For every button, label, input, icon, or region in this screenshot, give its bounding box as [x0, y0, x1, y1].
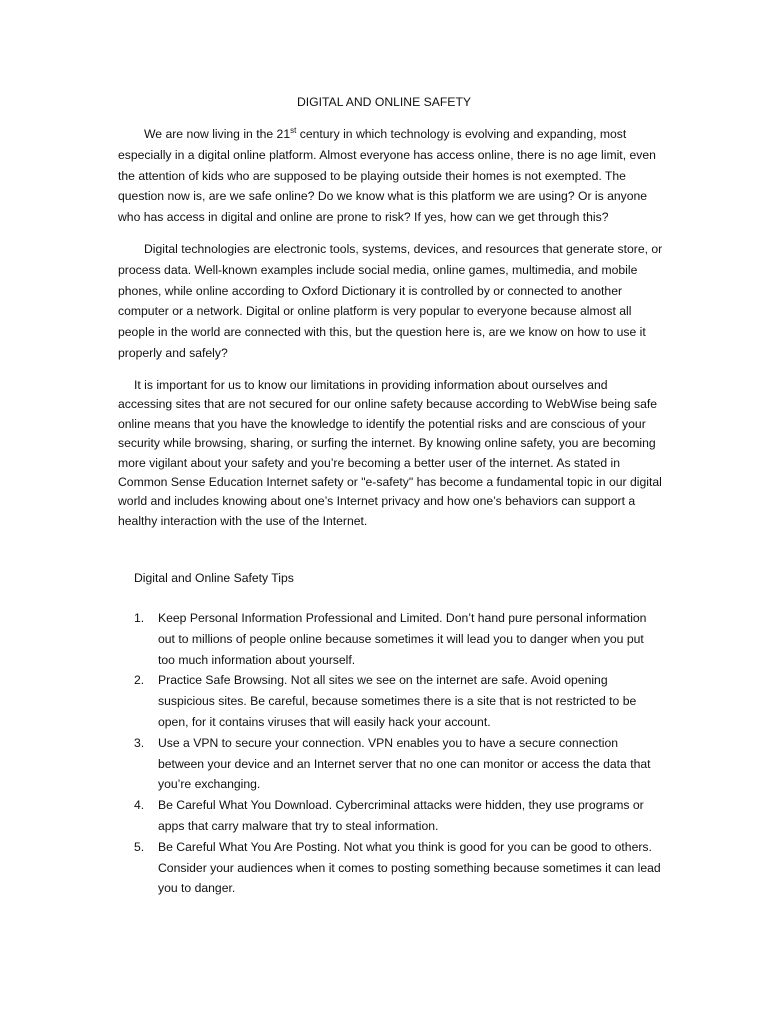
- paragraph-limitations: It is important for us to know our limitations in providing information about ourselves and accessing sites that are not secured for our online safety because according to WebWise being safe online means that you have the knowledge to identify the potential risks and are conscious of your security while browsing, sharing, or surfing the internet. By knowing online safety, you are becoming more vigilant about your safety and you’re becoming a better user of the internet. As stated in Common Sense Education Internet safety or "e-safety" has become a fundamental topic in our digital world and includes knowing about one’s Internet privacy and how one’s behaviors can support a healthy interaction with the use of the Internet.: [118, 378, 662, 528]
- document-title: DIGITAL AND ONLINE SAFETY: [296, 95, 472, 109]
- tips-heading: Digital and Online Safety Tips: [134, 571, 294, 585]
- superscript-ordinal: st: [290, 125, 297, 135]
- tips-list: [134, 608, 664, 899]
- tip-text: Be Careful What You Are Posting. Not what you think is good for you can be good to others. Consider your audiences when it comes to posting something because sometimes it can lead you to danger.: [158, 839, 661, 896]
- tip-item: [134, 608, 664, 670]
- tip-number: 4.: [134, 798, 145, 813]
- paragraph-definition: Digital technologies are electronic tools, systems, devices, and resources that generate store, or process data. Well-known examples include social media, online games, multimedia, and mobile phones, while online according to Oxford Dictionary it is controlled by or connected to another computer or a network. Digital or online platform is very popular to everyone because almost all people in the world are connected with this, but the question here is, are we know on how to use it properly and safely?: [118, 242, 663, 360]
- tip-number: 2.: [134, 673, 145, 688]
- tip-number: 3.: [134, 735, 145, 750]
- tip-text: Practice Safe Browsing. Not all sites we see on the internet are safe. Avoid opening suspicious sites. Be careful, because sometimes there is a site that is not restricted to be open, for it contains viruses that will easily hack your account.: [158, 673, 637, 729]
- tip-text: Be Careful What You Download. Cybercriminal attacks were hidden, they use programs or apps that carry malware that try to steal information.: [158, 798, 644, 833]
- tip-number: 5.: [134, 839, 145, 854]
- paragraph-intro-start: We are now living in the 21: [144, 127, 291, 141]
- tip-item: [134, 795, 664, 837]
- paragraph-intro: [118, 124, 663, 228]
- tip-item: [134, 670, 664, 732]
- tip-text: Use a VPN to secure your connection. VPN enables you to have a secure connection between your device and an Internet server that no one can monitor or access the data that you’re exchanging.: [158, 735, 651, 792]
- tip-number: 1.: [134, 611, 145, 625]
- tip-item: [134, 837, 664, 899]
- tip-item: [134, 733, 664, 795]
- tip-text: Keep Personal Information Professional and Limited. Don’t hand pure personal information out to millions of people online because sometimes it will lead you to danger when you put too much information about yourself.: [158, 611, 647, 667]
- paragraph-intro-rest: century in which technology is evolving and expanding, most especially in a digital online platform. Almost everyone has access online, there is no age limit, even the attention of kids who are supposed to be playing outside their homes is not exempted. The question now is, are we safe online? Do we know what is this platform we are using? Or is anyone who has access in digital and online are prone to risk? If yes, how can we get through this?: [118, 127, 656, 225]
